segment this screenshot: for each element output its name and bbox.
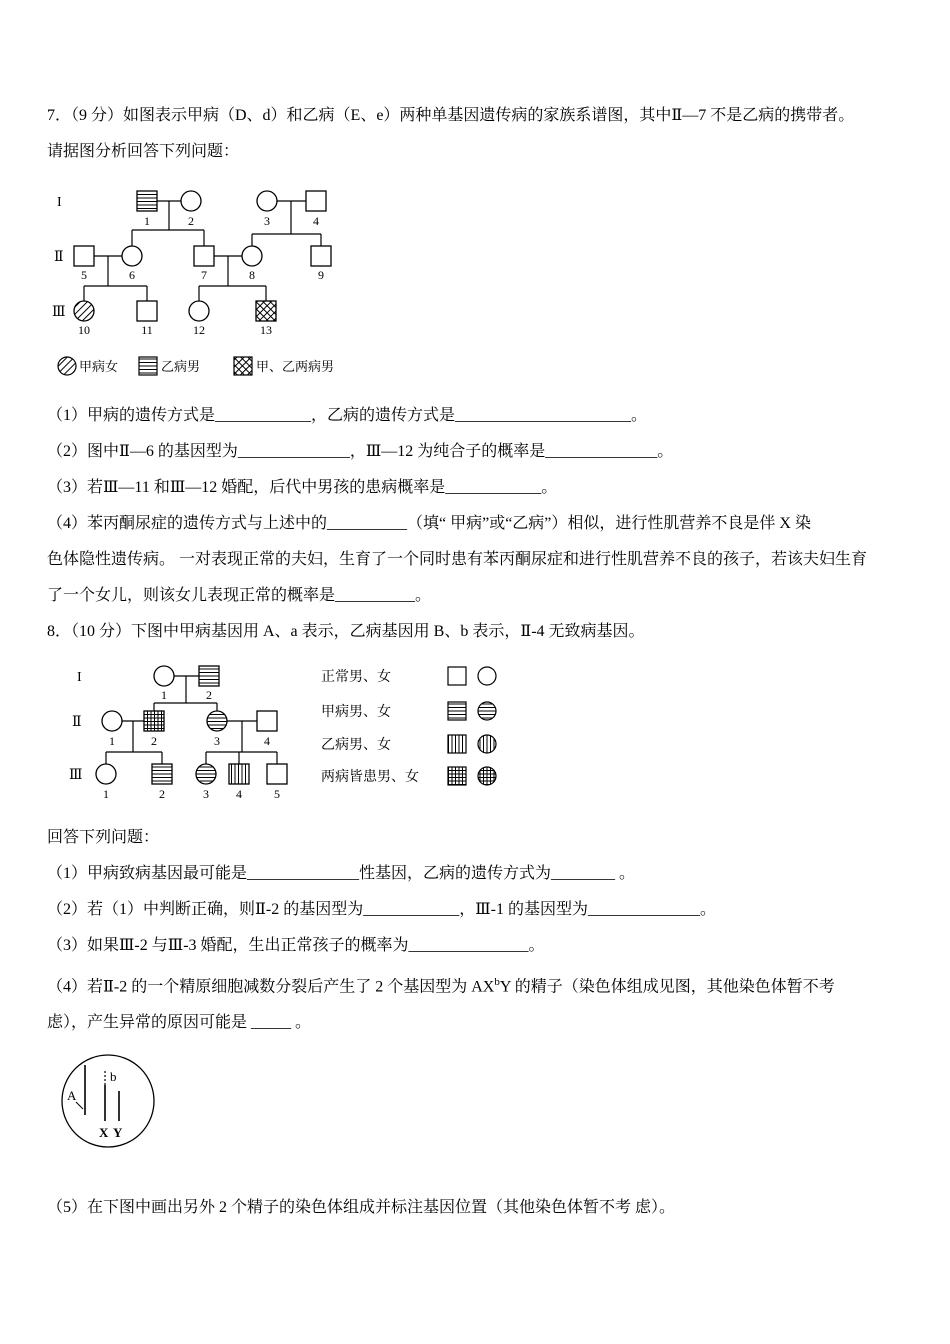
individual-I-2-male-diseaseA [199,666,219,686]
individual-number: 6 [129,268,135,282]
q7-sub4-line1: （4）苯丙酮尿症的遗传方式与上述中的__________（填“ 甲病”或“乙病”）相似，进行性肌营养不良是伴 X 染 [47,515,811,532]
individual-number: 1 [144,214,150,228]
individual-III-4-male-diseaseB [229,764,249,784]
individual-II-7-male [194,246,214,266]
individual-number: 8 [249,268,255,282]
q7-sub2: （2）图中Ⅱ—6 的基因型为______________，Ⅲ—12 为纯合子的概率是______________。 [47,443,674,460]
q8-intro: 8．（10 分）下图中甲病基因用 A、a 表示，乙病基因用 B、b 表示，Ⅱ-4 无致病基因。 [47,623,645,640]
individual-number: 3 [264,214,270,228]
pedigree-diagram-q7 [49,176,389,388]
p1-generation-labels [52,195,66,320]
legend-both-diseases-female-icon [478,767,496,785]
individual-number: 2 [188,214,194,228]
individual-II-4-male [257,711,277,731]
p2-legend [321,667,496,785]
p2-individual-numbers [103,688,280,801]
individual-number: 2 [206,688,212,702]
individual-number: 13 [260,323,272,337]
gene-b-label: b [110,1069,117,1085]
q8-sub4-mid: Y 的精子（染色体组成见图，其他染色体暂不考 [499,978,835,996]
individual-II-3-female-diseaseA [207,711,227,731]
q8-sub4-line2: 虑），产生异常的原因可能是 _____ 。 [47,1014,312,1032]
q8-sub4-pre: （4）若Ⅱ-2 的一个精原细胞减数分裂后产生了 2 个基因型为 AX [47,978,495,996]
q8-answer-prompt: 回答下列问题： [47,829,160,846]
individual-number: 12 [193,323,205,337]
legend-diseaseA-female-icon [58,357,76,375]
y-chromosome-label: Y [113,1125,123,1141]
legend-diseaseA-male-icon [448,702,466,720]
individual-number: 7 [201,268,207,282]
legend-label-diseaseB: 乙病男、女 [321,738,391,753]
legend-label-diseaseB-male: 乙病男 [161,359,201,374]
generation-label-III: Ⅲ [69,768,83,783]
individual-II-5-male [74,246,94,266]
individual-I-3-female [257,191,277,211]
individual-number: 1 [103,787,109,801]
q8-sub1: （1）甲病致病基因最可能是______________性基因，乙病的遗传方式为________ 。 [47,865,636,882]
legend-label-diseaseA-female: 甲病女 [79,359,119,374]
individual-I-4-male [306,191,326,211]
legend-label-diseaseA: 甲病男、女 [321,705,391,720]
p2-individuals [96,666,287,784]
gene-A-pointer [76,1102,83,1109]
individual-number: 4 [236,787,242,801]
q7-sub3: （3）若Ⅲ—11 和Ⅲ—12 婚配，后代中男孩的患病概率是____________。 [47,479,558,496]
individual-III-13-male-both-diseases [256,301,276,321]
individual-number: 4 [264,734,270,748]
q8-sub4-line1 [47,964,904,1005]
individual-II-2-male-both-diseases [144,711,164,731]
legend-label-normal: 正常男、女 [321,670,391,685]
individual-number: 4 [313,214,319,228]
legend-normal-female-icon [478,667,496,685]
individual-number: 1 [161,688,167,702]
individual-II-8-female [242,246,262,266]
q7-intro-line2: 请据图分析回答下列问题： [47,143,240,160]
gene-A-label: A [67,1088,77,1104]
p1-legend [58,357,334,375]
individual-III-3-female-diseaseA [196,764,216,784]
individual-number: 10 [78,323,90,337]
q8-sub3: （3）如果Ⅲ-2 与Ⅲ-3 婚配，生出正常孩子的概率为_______________。 [47,937,545,954]
individual-III-1-female [96,764,116,784]
individual-II-1-female [102,711,122,731]
q7-sub4-line2: 色体隐性遗传病。 一对表现正常的夫妇，生育了一个同时患有苯丙酮尿症和进行性肌营养不良的孩子，若该夫妇生育 [47,551,868,568]
p2-generation-labels [69,670,83,783]
generation-label-II: Ⅱ [54,250,64,265]
individual-number: 9 [318,268,324,282]
legend-normal-male-icon [448,667,466,685]
legend-both-diseases-male-icon [448,767,466,785]
legend-label-both-diseases: 两病皆患男、女 [321,770,419,785]
q8-sub5: （5）在下图中画出另外 2 个精子的染色体组成并标注基因位置（其他染色体暂不考 虑）。 [47,1199,676,1217]
individual-number: 3 [214,734,220,748]
individual-II-6-female [122,246,142,266]
legend-diseaseB-male-icon [448,735,466,753]
individual-III-11-male [137,301,157,321]
individual-number: 2 [151,734,157,748]
legend-diseaseB-male-icon [139,357,157,375]
legend-label-both-diseases-male: 甲、乙两病男 [256,359,335,374]
generation-label-II: Ⅱ [72,715,82,730]
individual-number: 3 [203,787,209,801]
individual-number: 5 [274,787,280,801]
individual-III-5-male [267,764,287,784]
x-chromosome-label: X [99,1125,109,1141]
p2-connector-lines [106,676,277,764]
individual-number: 5 [81,268,87,282]
individual-III-2-male-diseaseA [152,764,172,784]
pedigree-diagram-q8 [59,654,519,816]
individual-III-10-female-diseaseA [74,301,94,321]
legend-diseaseB-female-icon [478,735,496,753]
legend-diseaseA-female-icon [478,702,496,720]
p2-couple-lines [122,676,257,721]
generation-label-III: Ⅲ [52,305,66,320]
q7-sub4-line3: 了一个女儿，则该女儿表现正常的概率是__________。 [47,587,432,604]
q8-sub4-superscript-b: b [494,976,500,988]
q7-sub1: （1）甲病的遗传方式是____________，乙病的遗传方式是______________________。 [47,407,648,424]
individual-I-1-female [154,666,174,686]
generation-label-I: I [57,195,62,210]
individual-III-12-female [189,301,209,321]
individual-number: 11 [141,323,153,337]
sperm-cell-chromosome-diagram [53,1051,173,1156]
generation-label-I: I [77,670,82,685]
individual-number: 2 [159,787,165,801]
individual-I-1-male-diseaseB [137,191,157,211]
individual-number: 1 [109,734,115,748]
individual-I-2-female [181,191,201,211]
q7-intro-line1: 7．（9 分）如图表示甲病（D、d）和乙病（E、e）两种单基因遗传病的家族系谱图，其中Ⅱ—7 不是乙病的携带者。 [47,107,855,124]
q8-sub2: （2）若（1）中判断正确，则Ⅱ-2 的基因型为____________，Ⅲ-1 的基因型为______________。 [47,901,716,918]
legend-both-diseases-male-icon [234,357,252,375]
individual-II-9-male [311,246,331,266]
